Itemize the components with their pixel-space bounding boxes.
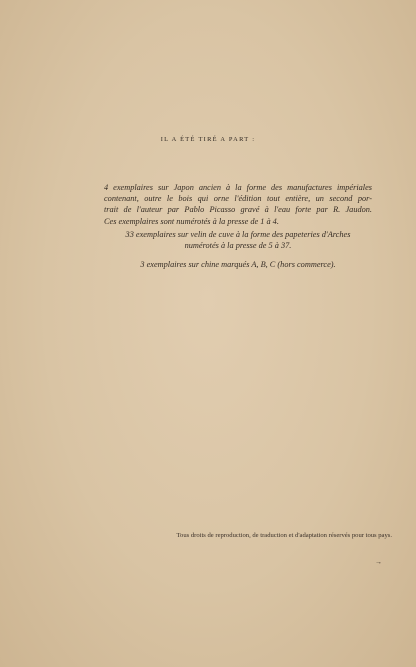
paragraph-line: contenant, outre le bois qui orne l'édition tout entière, un second por- (104, 194, 372, 204)
paragraph-line: numérotés à la presse de 5 à 37. (184, 241, 292, 251)
paragraph-line: 3 exemplaires sur chine marqués A, B, C (hors commerce). (140, 260, 336, 269)
rights-notice: Tous droits de reproduction, de traduction et d'adaptation réservés pour tous pays. (176, 532, 392, 539)
paragraph-line: 33 exemplaires sur velin de cuve à la forme des papeteries d'Arches (125, 230, 351, 239)
paragraph-line: trait de l'auteur par Pablo Picasso gravé à l'eau forte par R. Jaudon. (104, 205, 372, 215)
paragraph-japon (104, 182, 372, 227)
page-turn-arrow-icon: → (375, 558, 382, 566)
paragraph-line: 4 exemplaires sur Japon ancien à la forme des manufactures impériales (104, 183, 372, 192)
paragraph-chine (104, 259, 372, 270)
paragraph-velin (104, 229, 372, 251)
paragraph-line: Ces exemplaires sont numérotés à la presse de 1 à 4. (104, 216, 279, 226)
limitation-heading: IL A ÉTÉ TIRÉ A PART : (160, 136, 256, 143)
